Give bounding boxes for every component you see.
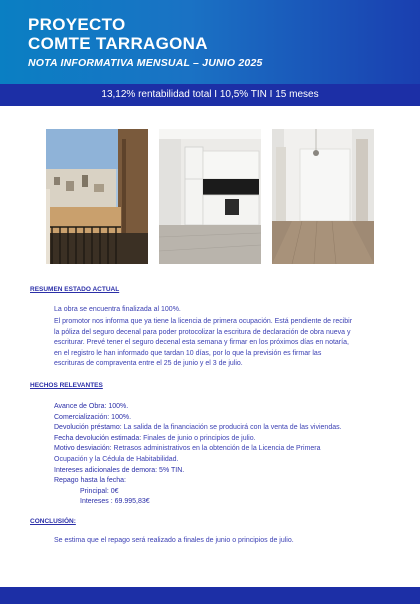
repayment-item bbox=[54, 423, 394, 434]
project-title-line2: COMTE TARRAGONA bbox=[28, 34, 208, 53]
living-room-photo bbox=[272, 129, 374, 264]
repayment-text: La salida de la financiación se producirá con la venta de las viviendas. bbox=[121, 424, 342, 432]
terrace-photo bbox=[46, 129, 148, 264]
sales-item: Comercialización: 100%. bbox=[54, 413, 132, 421]
project-title-line1: PROYECTO bbox=[28, 15, 126, 34]
summary-line: El promotor nos informa que ya tiene la licencia de primera ocupación. Está pendiente de recibir bbox=[54, 318, 353, 325]
facts-list bbox=[54, 402, 394, 508]
deviation-text-cont: Ocupación y la Cédula de Habitabilidad. bbox=[54, 455, 179, 463]
summary-paragraph bbox=[54, 317, 392, 370]
repaid-to-date-item: Repago hasta la fecha: bbox=[54, 477, 126, 485]
summary-status-line: La obra se encuentra finalizada al 100%. bbox=[54, 306, 181, 313]
conclusion-heading: CONCLUSIÓN: bbox=[30, 518, 76, 525]
deviation-text: Retrasos administrativos en la obtención de la Licencia de Primera bbox=[111, 445, 321, 453]
deviation-item bbox=[54, 444, 394, 455]
repayment-label: Devolución préstamo: bbox=[54, 424, 122, 432]
returns-banner: 13,12% rentabilidad total I 10,5% TIN I 15 meses bbox=[0, 84, 420, 106]
header-band bbox=[0, 0, 420, 84]
principal-repaid: Principal: 0€ bbox=[80, 487, 119, 495]
facts-heading: HECHOS RELEVANTES bbox=[30, 382, 103, 389]
progress-item: Avance de Obra: 100%. bbox=[54, 403, 129, 410]
report-subtitle: NOTA INFORMATIVA MENSUAL – JUNIO 2025 bbox=[28, 57, 263, 69]
summary-line: en el registro le han informado que tardan 10 días, por lo que la previsión es firmar las bbox=[54, 349, 322, 357]
summary-line: escrituras de compraventa entre el 25 de junio y el 3 de julio. bbox=[54, 360, 243, 368]
conclusion-text: Se estima que el repago será realizado a finales de junio o principios de julio. bbox=[54, 537, 294, 544]
estimated-date-label: Fecha devolución estimada: bbox=[54, 434, 142, 442]
deviation-label: Motivo desviación: bbox=[54, 445, 112, 453]
summary-line: escriturar. Prevé tener el seguro decenal esta semana y firmar en los próximos días en notaría, bbox=[54, 339, 349, 347]
estimated-date-text: Finales de junio o principios de julio. bbox=[141, 434, 256, 442]
estimated-date-item bbox=[54, 434, 394, 445]
kitchen-photo bbox=[159, 129, 261, 264]
summary-heading: RESUMEN ESTADO ACTUAL bbox=[30, 286, 120, 293]
footer-band bbox=[0, 587, 420, 604]
summary-line: la póliza del seguro decenal para poder protocolizar la escritura de declaración de obra nueva y bbox=[54, 328, 351, 336]
interest-repaid: Intereses : 69.995,83€ bbox=[80, 498, 150, 506]
late-interest-item: Intereses adicionales de demora: 5% TIN. bbox=[54, 466, 185, 474]
